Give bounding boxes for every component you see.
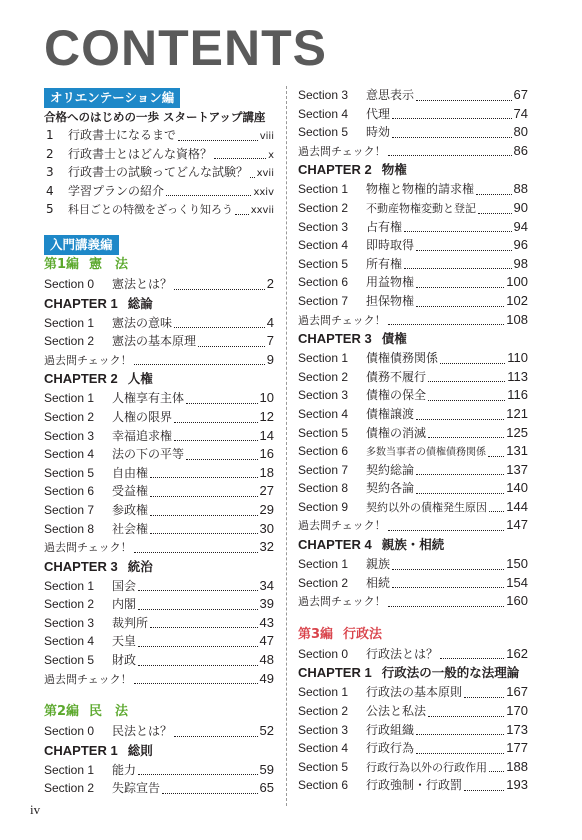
- chapter-heading: CHAPTER 3 債権: [298, 331, 407, 347]
- toc-entry[interactable]: Section 2 憲法の基本原理 7: [44, 333, 274, 349]
- toc-entry[interactable]: Section 5 行政行為以外の行政作用 188: [298, 758, 528, 774]
- toc-entry[interactable]: Section 1 物権と物権的請求権 88: [298, 181, 528, 197]
- chapter-heading: CHAPTER 1 総論: [44, 295, 153, 311]
- toc-entry[interactable]: Section 2 人権の限界 12: [44, 408, 274, 424]
- toc-entry[interactable]: Section 2 内閣 39: [44, 596, 274, 612]
- toc-entry[interactable]: Section 3 意思表示 67: [298, 87, 528, 102]
- chapter-heading: CHAPTER 1 行政法の一般的な法理論: [298, 665, 520, 681]
- toc-entry[interactable]: 4 学習プランの紹介 xxiv: [46, 183, 274, 198]
- toc-entry[interactable]: Section 2 不動産物権変動と登記 90: [298, 199, 528, 215]
- toc-entry[interactable]: Section 3 幸福追求権 14: [44, 427, 274, 443]
- orientation-subtitle: 合格へのはじめの一歩 スタートアップ講座: [44, 110, 266, 124]
- toc-entry[interactable]: 5 科目ごとの特徴をざっくり知ろう xxvii: [46, 202, 274, 217]
- toc-entry[interactable]: Section 4 法の下の平等 16: [44, 446, 274, 462]
- toc-entry[interactable]: 3 行政書士の試験ってどんな試験？ xvii: [46, 165, 274, 180]
- toc-entry[interactable]: Section 7 契約総論 137: [298, 461, 528, 477]
- toc-entry[interactable]: Section 2 債務不履行 113: [298, 368, 528, 384]
- toc-entry[interactable]: Section 1 人権享有主体 10: [44, 390, 274, 406]
- review-entry[interactable]: 過去問チェック！ 86: [298, 142, 528, 158]
- orientation-heading: オリエンテーション編: [44, 88, 180, 108]
- page-title: CONTENTS: [44, 20, 327, 76]
- part-heading: 第1編 憲 法: [44, 256, 129, 272]
- toc-entry[interactable]: Section 1 債権債務関係 110: [298, 350, 528, 366]
- chapter-heading: CHAPTER 3 統治: [44, 558, 153, 574]
- page-number: iv: [30, 802, 41, 817]
- toc-entry[interactable]: Section 5 財政 48: [44, 652, 274, 668]
- toc-entry[interactable]: Section 3 裁判所 43: [44, 614, 274, 630]
- toc-entry[interactable]: Section 0 行政法とは？ 162: [298, 645, 528, 661]
- toc-entry[interactable]: Section 5 所有権 98: [298, 255, 528, 271]
- toc-entry[interactable]: Section 6 多数当事者の債権債務関係 131: [298, 443, 528, 459]
- toc-entry[interactable]: Section 6 行政強制・行政罰 193: [298, 777, 528, 793]
- toc-entry[interactable]: Section 6 用益物権 100: [298, 274, 528, 290]
- toc-entry[interactable]: Section 4 代理 74: [298, 105, 528, 121]
- toc-entry[interactable]: Section 4 天皇 47: [44, 633, 274, 649]
- toc-left-column: [44, 86, 274, 798]
- intro-heading: 入門講義編: [44, 235, 119, 255]
- toc-entry[interactable]: 2 行政書士とはどんな資格？ x: [46, 146, 274, 161]
- part-heading: 第2編 民 法: [44, 704, 129, 720]
- toc-entry[interactable]: Section 1 国会 34: [44, 577, 274, 593]
- toc-entry[interactable]: Section 1 親族 150: [298, 556, 528, 572]
- review-entry[interactable]: 過去問チェック！ 9: [44, 351, 274, 367]
- toc-entry[interactable]: Section 0 民法とは？ 52: [44, 723, 274, 739]
- toc-entry[interactable]: Section 6 受益権 27: [44, 483, 274, 499]
- toc-entry[interactable]: Section 2 公法と私法 170: [298, 703, 528, 719]
- column-divider: [286, 86, 287, 806]
- toc-entry[interactable]: Section 7 担保物権 102: [298, 292, 528, 308]
- toc-entry[interactable]: 1 行政書士になるまで viii: [46, 128, 274, 142]
- chapter-heading: CHAPTER 4 親族・相続: [298, 537, 445, 553]
- toc-entry[interactable]: Section 1 能力 59: [44, 761, 274, 777]
- toc-entry[interactable]: Section 4 行政行為 177: [298, 740, 528, 756]
- toc-entry[interactable]: Section 3 債権の保全 116: [298, 387, 528, 403]
- review-entry[interactable]: 過去問チェック！ 108: [298, 311, 528, 327]
- toc-entry[interactable]: Section 0 憲法とは？ 2: [44, 275, 274, 291]
- chapter-heading: CHAPTER 2 物権: [298, 162, 407, 178]
- toc-entry[interactable]: Section 2 失踪宣告 65: [44, 780, 274, 796]
- part-heading: 第3編 行政法: [298, 626, 383, 642]
- chapter-heading: CHAPTER 1 総則: [44, 742, 153, 758]
- review-entry[interactable]: 過去問チェック！ 147: [298, 517, 528, 533]
- review-entry[interactable]: 過去問チェック！ 49: [44, 670, 274, 686]
- review-entry[interactable]: 過去問チェック！ 160: [298, 593, 528, 609]
- toc-entry[interactable]: Section 3 占有権 94: [298, 218, 528, 234]
- toc-entry[interactable]: Section 7 参政権 29: [44, 501, 274, 517]
- toc-entry[interactable]: Section 1 憲法の意味 4: [44, 314, 274, 330]
- toc-entry[interactable]: Section 2 相続 154: [298, 574, 528, 590]
- toc-entry[interactable]: Section 5 債権の消滅 125: [298, 424, 528, 440]
- review-entry[interactable]: 過去問チェック！ 32: [44, 539, 274, 555]
- toc-entry[interactable]: Section 4 債権譲渡 121: [298, 405, 528, 421]
- toc-entry[interactable]: Section 1 行政法の基本原則 167: [298, 684, 528, 700]
- toc-entry[interactable]: Section 3 行政組織 173: [298, 721, 528, 737]
- toc-entry[interactable]: Section 5 自由権 18: [44, 464, 274, 480]
- chapter-heading: CHAPTER 2 人権: [44, 371, 153, 387]
- toc-entry[interactable]: Section 8 契約各論 140: [298, 480, 528, 496]
- toc-right-column: [298, 86, 528, 795]
- toc-entry[interactable]: Section 9 契約以外の債権発生原因 144: [298, 498, 528, 514]
- toc-entry[interactable]: Section 5 時効 80: [298, 124, 528, 140]
- toc-entry[interactable]: Section 4 即時取得 96: [298, 237, 528, 253]
- toc-entry[interactable]: Section 8 社会権 30: [44, 520, 274, 536]
